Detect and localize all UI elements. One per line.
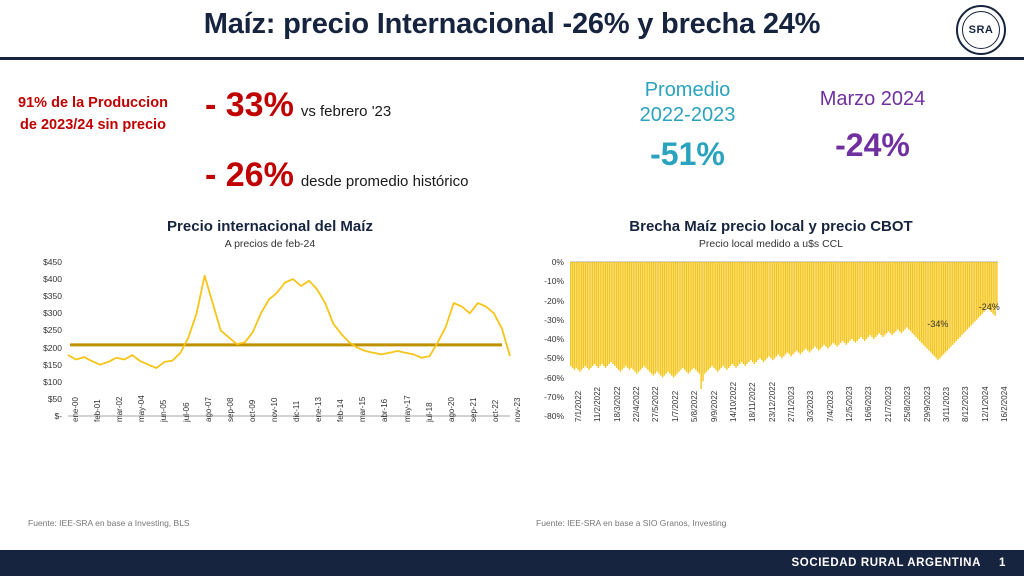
- stat-vs-historico-value: - 26%: [205, 156, 294, 194]
- stat-vs-febrero: [205, 86, 391, 125]
- right-chart-xtick: 18/11/2022: [748, 382, 758, 422]
- right-chart-ytick: -70%: [544, 391, 564, 402]
- right-chart-xtick: 11/2/2022: [593, 387, 603, 422]
- left-chart-ytick: $250: [43, 325, 62, 336]
- right-chart-xtick: 18/3/2022: [612, 386, 622, 422]
- chart-panel-precio-internacional: [20, 218, 520, 528]
- right-chart-xtick: 12/5/2023: [845, 386, 855, 422]
- right-chart-ytick: 0%: [551, 257, 564, 267]
- right-chart-xtick: 22/4/2022: [632, 386, 642, 422]
- page-footer: [0, 550, 1024, 576]
- stat-promedio-label-2: 2022-2023: [639, 104, 736, 126]
- left-chart-xtick: may-17: [402, 395, 412, 422]
- stat-marzo: [785, 88, 960, 164]
- left-chart-ytick: $450: [43, 257, 62, 267]
- right-chart-svg: [528, 256, 1014, 486]
- left-chart-svg: [20, 256, 520, 486]
- header-divider: [0, 57, 1024, 60]
- left-chart-ytick: $350: [43, 291, 62, 302]
- page-title: Maíz: precio Internacional -26% y brecha 24%: [203, 8, 821, 40]
- left-chart-ytick: $150: [43, 359, 62, 370]
- right-chart-plot: [528, 256, 1014, 486]
- sra-logo-text: SRA: [962, 11, 1000, 49]
- right-chart-xtick: 21/7/2023: [883, 386, 893, 422]
- right-chart-ytick: -30%: [544, 314, 564, 325]
- right-chart-xtick: 29/9/2023: [922, 386, 932, 422]
- left-chart-xtick: mar-02: [115, 396, 125, 422]
- stat-vs-historico-note: desde promedio histórico: [300, 173, 469, 190]
- left-chart-xtick: ago-07: [203, 397, 213, 422]
- right-chart-xtick: 12/1/2024: [980, 386, 990, 422]
- right-chart-source: Fuente: IEE-SRA en base a SIO Granos, Investing: [536, 518, 727, 528]
- left-chart-ytick: $100: [43, 376, 62, 387]
- right-chart-ytick: -60%: [544, 372, 564, 383]
- footer-org: SOCIEDAD RURAL ARGENTINA: [791, 557, 981, 569]
- left-chart-xtick: mar-15: [358, 396, 368, 422]
- right-chart-xtick: 8/12/2023: [961, 386, 971, 422]
- left-chart-xtick: feb-01: [93, 399, 103, 422]
- right-chart-xtick: 3/11/2023: [941, 387, 951, 422]
- right-chart-title: Brecha Maíz precio local y precio CBOT: [629, 218, 913, 235]
- right-chart-xtick: 9/9/2022: [709, 390, 719, 422]
- left-chart-xtick: oct-09: [247, 399, 257, 422]
- right-chart-ytick: -50%: [544, 353, 564, 364]
- left-chart-xtick: sep-21: [468, 397, 478, 422]
- right-chart-xtick: 23/12/2022: [767, 381, 777, 422]
- footer-page-number: 1: [999, 557, 1006, 569]
- sra-logo: [956, 5, 1006, 55]
- left-chart-xtick: sep-08: [225, 397, 235, 422]
- right-chart-annotation: -24%: [978, 302, 1000, 313]
- stat-promedio-label-1: Promedio: [644, 79, 731, 101]
- left-chart-xtick: dic-11: [292, 400, 301, 422]
- right-chart-ytick: -20%: [544, 295, 564, 306]
- left-chart-xtick: ene-00: [71, 397, 80, 422]
- left-chart-ytick: $200: [43, 342, 62, 353]
- stat-vs-historico: [205, 156, 468, 195]
- stat-vs-febrero-note: vs febrero '23: [300, 103, 392, 120]
- right-chart-xtick: 25/8/2023: [903, 386, 913, 422]
- left-chart-subtitle: A precios de feb-24: [224, 238, 316, 250]
- right-chart-xtick: 7/1/2022: [573, 390, 583, 422]
- left-chart-xtick: oct-22: [490, 399, 500, 422]
- right-chart-xtick: 27/1/2023: [787, 386, 796, 422]
- right-chart-xtick: 7/4/2023: [825, 390, 835, 422]
- left-chart-ytick: $-: [54, 411, 62, 421]
- left-chart-ytick: $50: [47, 393, 62, 404]
- left-chart-xtick: ago-20: [446, 397, 456, 422]
- stat-promedio: [600, 78, 775, 173]
- left-chart-xtick: may-04: [137, 395, 147, 422]
- stat-marzo-label: Marzo 2024: [819, 88, 926, 110]
- production-note: 91% de la Produccion de 2023/24 sin precio: [18, 95, 168, 134]
- left-chart-ytick: $300: [43, 308, 62, 319]
- left-chart-xtick: jul-06: [181, 402, 191, 422]
- right-chart-xtick: 3/3/2023: [806, 390, 816, 422]
- left-chart-title: Precio internacional del Maíz: [167, 218, 373, 235]
- right-chart-ytick: -40%: [544, 334, 564, 344]
- stat-promedio-value: -51%: [650, 136, 725, 172]
- left-chart-source: Fuente: IEE-SRA en base a Investing, BLS: [28, 518, 190, 528]
- right-chart-subtitle: Precio local medido a u$s CCL: [698, 238, 844, 250]
- left-chart-xtick: jun-05: [159, 399, 169, 422]
- left-chart-plot: [20, 256, 520, 486]
- left-chart-ytick: $400: [43, 274, 62, 285]
- page-header: [0, 0, 1024, 57]
- left-chart-xtick: nov-23: [513, 397, 522, 422]
- right-chart-ytick: -10%: [544, 276, 564, 287]
- stat-vs-febrero-value: - 33%: [205, 86, 294, 124]
- right-chart-xtick: 14/10/2022: [728, 381, 738, 422]
- right-chart-ytick: -80%: [544, 411, 564, 421]
- left-chart-xtick: nov-10: [269, 397, 279, 422]
- right-chart-annotation: -34%: [927, 319, 949, 330]
- right-chart-xtick: 27/5/2022: [651, 386, 661, 422]
- chart-panel-brecha: [528, 218, 1014, 528]
- left-chart-xtick: abr-16: [380, 398, 390, 422]
- left-chart-xtick: ene-13: [314, 397, 324, 422]
- stat-marzo-value: -24%: [835, 127, 910, 163]
- right-chart-xtick: 1/7/2022: [670, 390, 680, 422]
- left-chart-xtick: jul-18: [424, 402, 434, 422]
- right-chart-xtick: 16/2/2024: [1000, 386, 1010, 422]
- left-chart-xtick: feb-14: [336, 399, 346, 422]
- right-chart-xtick: 16/6/2023: [864, 386, 874, 422]
- right-chart-xtick: 5/8/2022: [690, 390, 700, 422]
